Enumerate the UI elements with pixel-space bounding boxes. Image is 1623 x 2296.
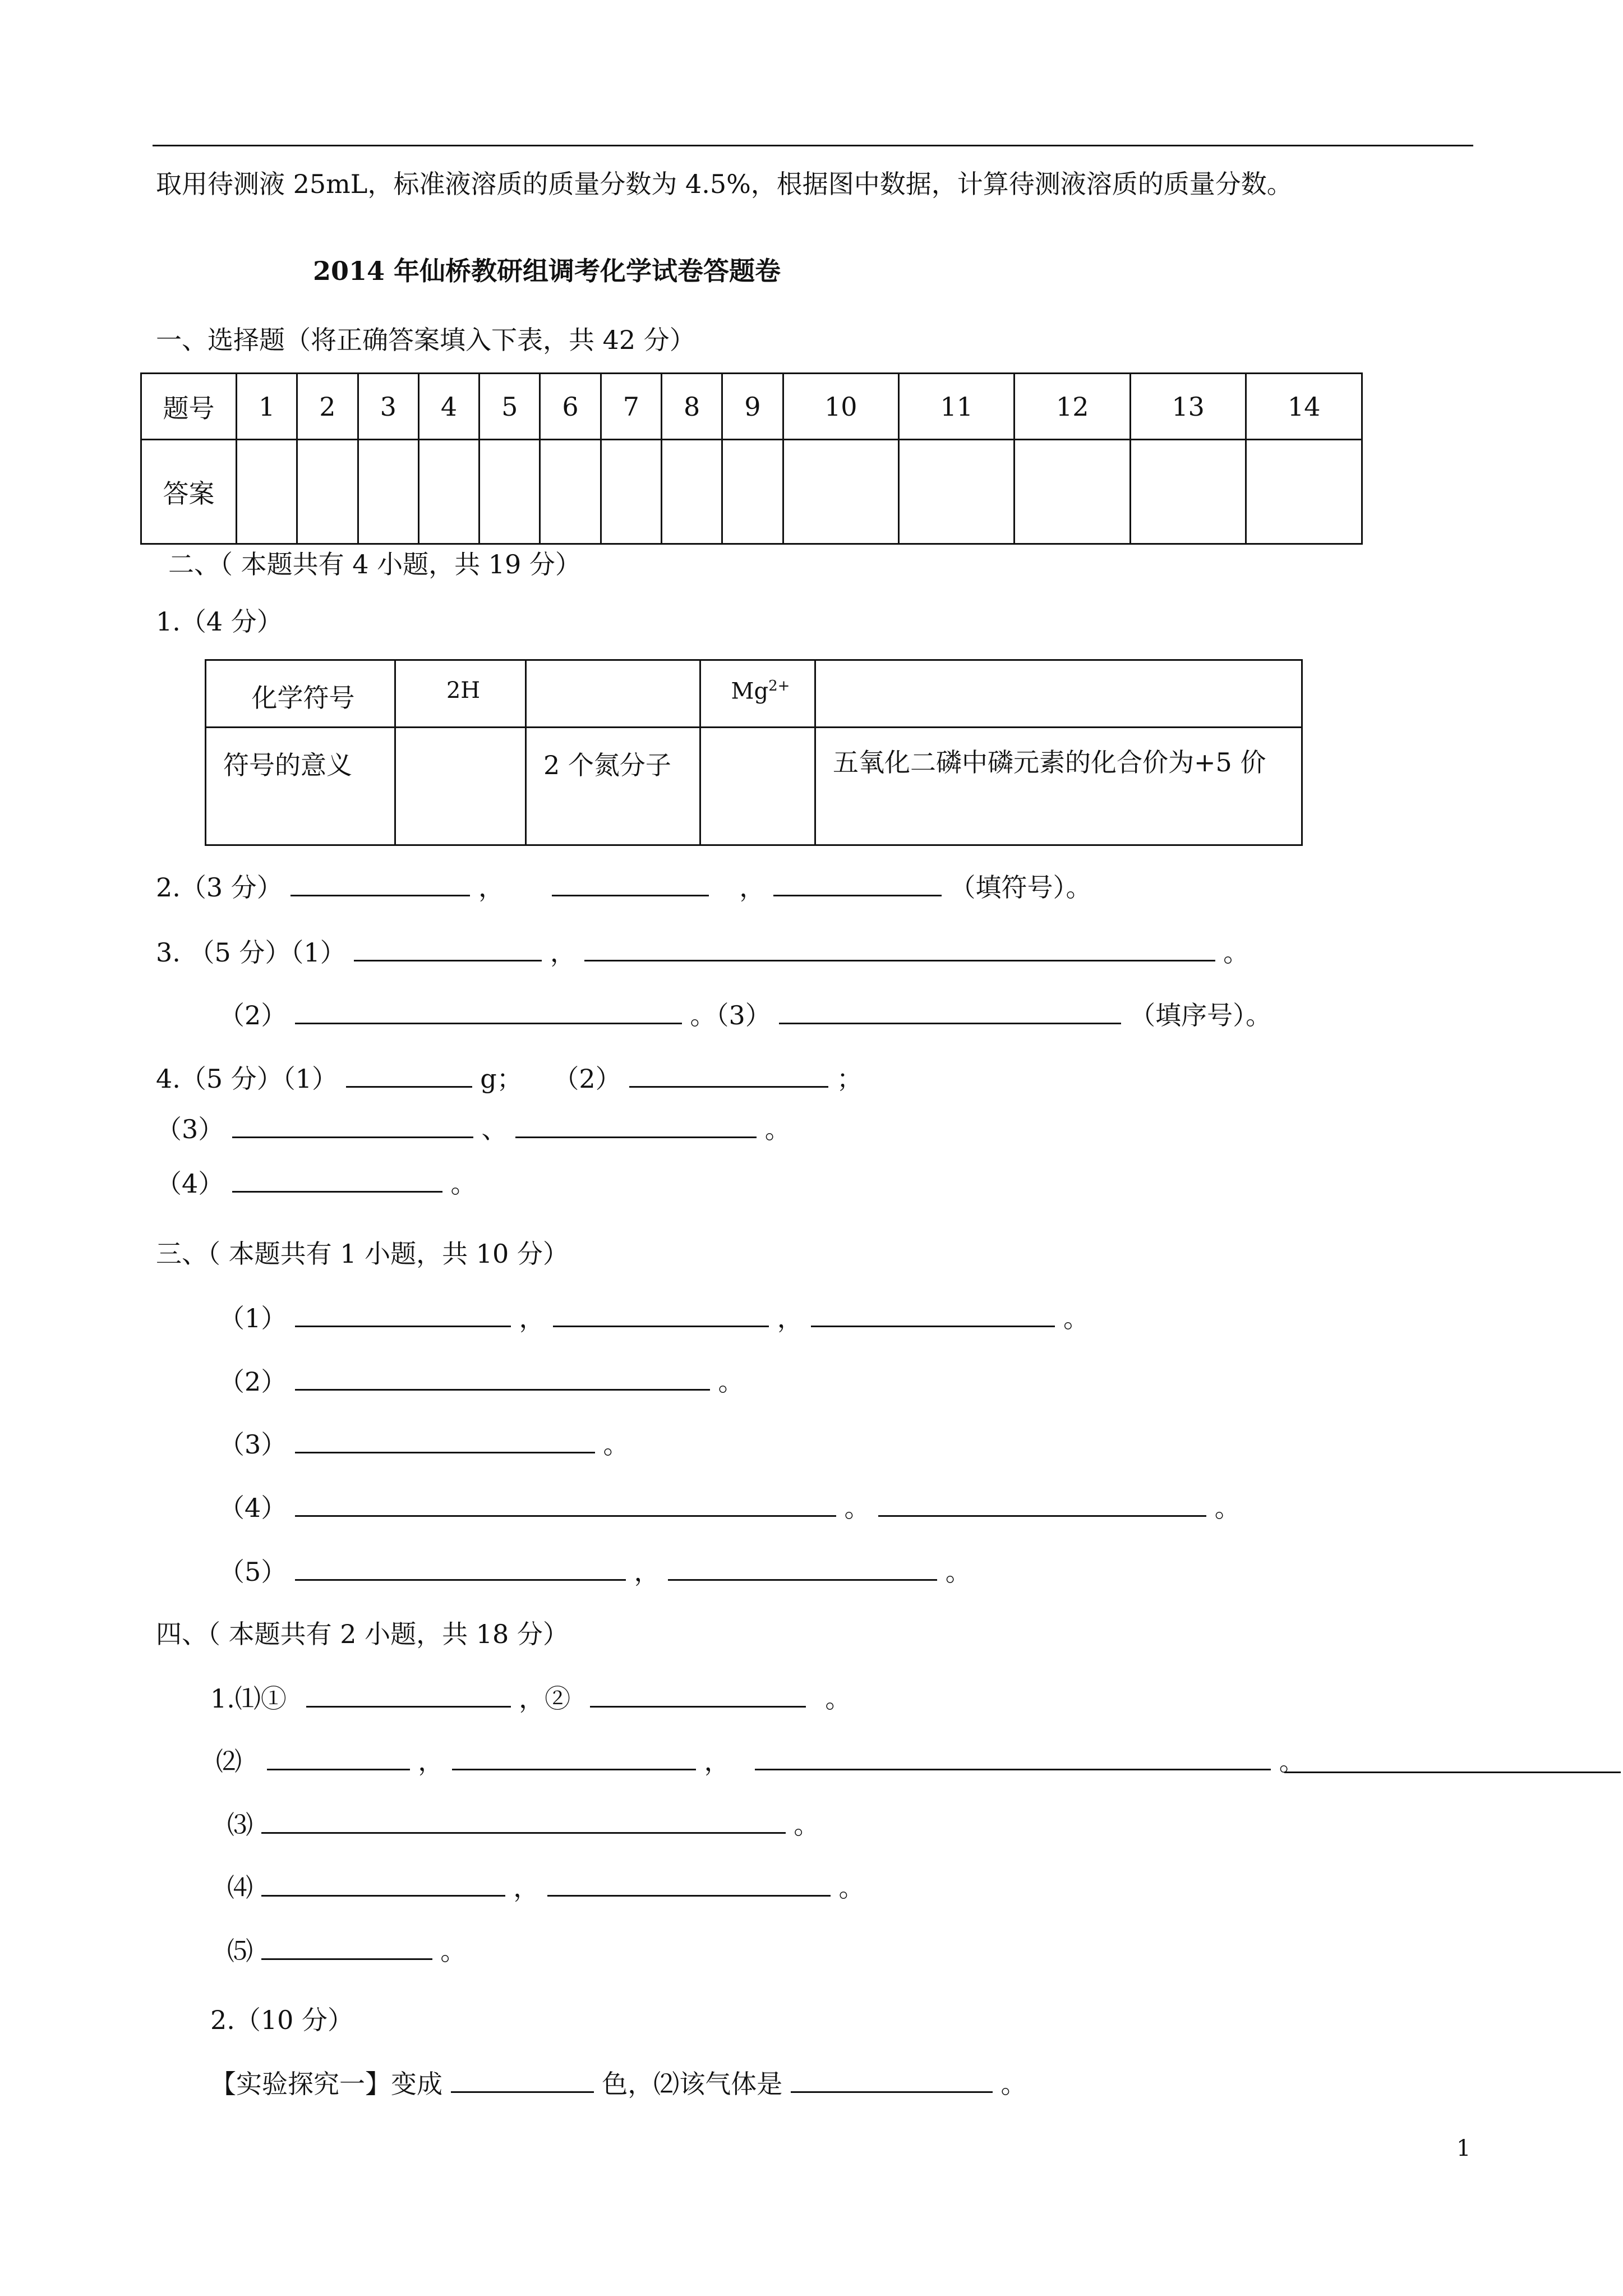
answer-blank[interactable] [295, 1368, 710, 1391]
answer-blank[interactable] [779, 1001, 1121, 1024]
answer-blank[interactable] [552, 873, 709, 896]
s4-p5: ⑸ [227, 1936, 253, 1966]
answer-cell[interactable] [1015, 440, 1130, 544]
s4-p4: ⑷ [227, 1872, 253, 1903]
q4-end2: ； [836, 1064, 863, 1094]
s4-q1-label: 1.⑴① [210, 1683, 287, 1714]
s4-p2-end: 。 [1279, 1746, 1305, 1777]
q4-line2 [156, 1115, 791, 1142]
s3-label: （3） [219, 1429, 287, 1460]
answer-blank[interactable] [295, 1001, 682, 1024]
s3-mid: 。 [844, 1493, 870, 1523]
q2-sep1: ， [478, 872, 505, 903]
answer-blank[interactable] [515, 1115, 757, 1138]
symbol-table [205, 659, 1303, 846]
exp-end: 。 [1000, 2069, 1027, 2099]
answer-cell[interactable] [1130, 440, 1246, 544]
s4-p5-end: 。 [440, 1936, 467, 1966]
answer-grid-number: 3 [358, 374, 418, 440]
q3-line2 [219, 1001, 1271, 1028]
s4-p3-line [227, 1811, 819, 1838]
meaning-header: 符号的意义 [206, 728, 395, 845]
answer-blank[interactable] [553, 1304, 769, 1327]
answer-grid-row-label: 题号 [141, 374, 237, 440]
s4-q1-sep: ，② [519, 1683, 571, 1714]
s3-end: 。 [1063, 1303, 1090, 1333]
answer-grid-number: 5 [479, 374, 540, 440]
top-rule [153, 145, 1473, 146]
s3-end: 。 [718, 1366, 744, 1397]
exp-text2: 色，⑵该气体是 [602, 2069, 783, 2099]
answer-grid-number: 4 [418, 374, 479, 440]
answer-blank[interactable] [668, 1558, 937, 1581]
answer-grid-number: 6 [540, 374, 601, 440]
symbol-cell: 2H [395, 660, 526, 728]
symbol-cell-mg [700, 660, 815, 728]
s4-p2-line [216, 1746, 1305, 1777]
answer-cell[interactable] [237, 440, 297, 544]
q4-end4: 。 [450, 1168, 477, 1199]
q3-sep1: ， [550, 937, 576, 968]
s3-end: 。 [1214, 1493, 1241, 1523]
section1-heading: 一、选择题（将正确答案填入下表，共 42 分） [156, 325, 695, 355]
s3-item-2 [219, 1368, 744, 1395]
answer-grid-number: 12 [1015, 374, 1130, 440]
mg-charge: 2+ [768, 678, 790, 694]
answer-grid-number: 2 [297, 374, 358, 440]
s4-q2-label: 2.（10 分） [210, 2005, 354, 2035]
section2-heading: 二、（ 本题共有 4 小题，共 19 分） [168, 549, 581, 579]
answer-cell[interactable] [540, 440, 601, 544]
section3-heading: 三、（ 本题共有 1 小题，共 10 分） [156, 1239, 569, 1269]
answer-cell[interactable] [1246, 440, 1362, 544]
answer-grid-number: 13 [1130, 374, 1246, 440]
answer-blank[interactable] [452, 1747, 696, 1770]
answer-blank[interactable] [1284, 1750, 1621, 1773]
answer-blank[interactable] [354, 938, 542, 961]
mg-symbol: Mg [731, 678, 769, 705]
answer-blank[interactable] [295, 1494, 836, 1517]
s3-end: 。 [603, 1429, 629, 1460]
answer-blank[interactable] [232, 1170, 442, 1193]
answer-grid-number-row [141, 374, 1362, 440]
symbol-table-row [206, 660, 1302, 728]
symbol-cell-blank[interactable] [526, 660, 700, 728]
s4-q1-end: 。 [825, 1683, 851, 1714]
meaning-cell: 五氧化二磷中磷元素的化合价为+5 价 [815, 728, 1302, 845]
answer-cell[interactable] [358, 440, 418, 544]
answer-grid-row-label: 答案 [141, 440, 237, 544]
answer-blank[interactable] [629, 1065, 828, 1088]
meaning-cell-blank[interactable] [395, 728, 526, 845]
answer-blank[interactable] [590, 1685, 806, 1708]
q3-end2: （填序号）。 [1129, 1000, 1272, 1030]
q4-sep3: 、 [481, 1114, 508, 1144]
q2-line [156, 872, 1092, 903]
q2-end: （填符号）。 [949, 872, 1092, 903]
page-title: 2014 年仙桥教研组调考化学试卷答题卷 [313, 256, 781, 286]
section2-q1-label: 1.（4 分） [156, 606, 283, 637]
answer-blank[interactable] [791, 2070, 993, 2093]
symbol-table-row [206, 728, 1302, 845]
s4-p2-sep: ， [418, 1746, 444, 1777]
q3-label: 3. （5 分）（1） [156, 937, 346, 968]
answer-blank[interactable] [878, 1494, 1206, 1517]
s3-sep: ， [519, 1303, 545, 1333]
answer-blank[interactable] [232, 1115, 473, 1138]
s3-label: （2） [219, 1366, 287, 1397]
answer-blank[interactable] [584, 938, 1215, 961]
s4-p2-sep: ， [704, 1746, 730, 1777]
s3-item-1 [219, 1304, 1089, 1331]
q4-line3 [156, 1170, 477, 1197]
symbol-cell-blank[interactable] [815, 660, 1302, 728]
q3-p2: （2） [219, 1000, 287, 1030]
q4-p3: （3） [156, 1114, 224, 1144]
s4-p2: ⑵ [216, 1746, 242, 1777]
answer-blank[interactable] [547, 1874, 831, 1897]
s4-p4-sep: ， [513, 1872, 540, 1903]
q4-label: 4.（5 分）（1） [156, 1064, 338, 1094]
s3-item-4 [219, 1494, 1241, 1521]
s4-q1-line [210, 1683, 851, 1714]
answer-blank[interactable] [291, 873, 470, 896]
q4-end3: 。 [764, 1114, 791, 1144]
s4-p3: ⑶ [227, 1810, 253, 1840]
exp-text1: 【实验探究一】变成 [210, 2069, 442, 2099]
s3-item-5 [219, 1558, 971, 1585]
answer-blank[interactable] [295, 1430, 595, 1453]
answer-grid [140, 372, 1363, 545]
q3-line1 [156, 937, 1249, 968]
answer-blank[interactable] [346, 1065, 472, 1088]
s4-p4-line [227, 1874, 865, 1901]
q4-p2: （2） [553, 1064, 621, 1094]
q3-mid: 。（3） [690, 1000, 771, 1030]
answer-grid-number: 14 [1246, 374, 1362, 440]
answer-blank[interactable] [261, 1811, 786, 1834]
answer-cell[interactable] [418, 440, 479, 544]
answer-grid-number: 1 [237, 374, 297, 440]
answer-cell[interactable] [479, 440, 540, 544]
q2-sep2: ， [739, 872, 766, 903]
answer-cell[interactable] [899, 440, 1015, 544]
answer-grid-number: 8 [661, 374, 722, 440]
answer-blank[interactable] [755, 1747, 1271, 1770]
s4-p3-end: 。 [794, 1810, 820, 1840]
experiment-line [210, 2070, 1027, 2097]
answer-blank[interactable] [267, 1747, 410, 1770]
s3-label: （4） [219, 1493, 287, 1523]
answer-blank[interactable] [811, 1304, 1055, 1327]
answer-cell[interactable] [783, 440, 898, 544]
answer-cell[interactable] [601, 440, 661, 544]
answer-cell[interactable] [661, 440, 722, 544]
answer-blank[interactable] [295, 1304, 511, 1327]
answer-blank[interactable] [451, 2070, 594, 2093]
q4-line1 [156, 1065, 863, 1092]
s3-item-3 [219, 1429, 629, 1460]
meaning-cell-blank[interactable] [700, 728, 815, 845]
s3-sep: ， [634, 1557, 660, 1587]
s4-p5-line [227, 1937, 466, 1964]
answer-blank[interactable] [261, 1874, 505, 1897]
answer-cell[interactable] [297, 440, 358, 544]
q4-unit: g； [480, 1064, 523, 1094]
answer-grid-number: 9 [722, 374, 783, 440]
answer-blank[interactable] [773, 873, 942, 896]
answer-blank[interactable] [295, 1558, 626, 1581]
answer-blank[interactable] [306, 1685, 511, 1708]
answer-grid-answer-row [141, 440, 1362, 544]
q3-end1: 。 [1223, 937, 1249, 968]
q2-label: 2.（3 分） [156, 872, 283, 903]
answer-grid-number: 11 [899, 374, 1015, 440]
symbol-table-header: 化学符号 [206, 660, 395, 728]
s3-label: （5） [219, 1557, 287, 1587]
answer-grid-number: 7 [601, 374, 661, 440]
answer-grid-number: 10 [783, 374, 898, 440]
answer-cell[interactable] [722, 440, 783, 544]
q4-p4: （4） [156, 1168, 224, 1199]
s3-end: 。 [945, 1557, 971, 1587]
page-number: 1 [1456, 2136, 1471, 2161]
section4-heading: 四、（ 本题共有 2 小题，共 18 分） [156, 1619, 569, 1649]
s3-sep: ， [777, 1303, 803, 1333]
meaning-cell: 2 个氮分子 [526, 728, 700, 845]
answer-blank[interactable] [261, 1937, 432, 1960]
s4-p4-end: 。 [838, 1872, 865, 1903]
intro-text: 取用待测液 25mL，标准液溶质的质量分数为 4.5%，根据图中数据，计算待测液溶质的质量分数。 [156, 169, 1293, 199]
s3-label: （1） [219, 1303, 287, 1333]
